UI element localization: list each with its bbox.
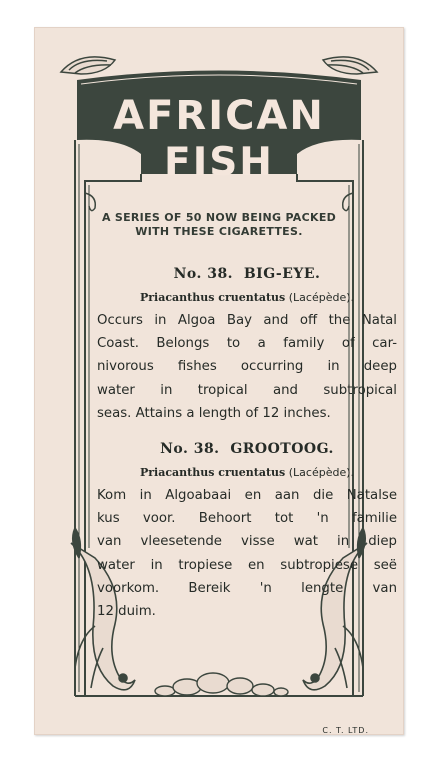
afrikaans-author: (Lacépède). [288, 466, 355, 479]
series-line-1: A SERIES OF 50 NOW BEING PACKED [101, 211, 337, 224]
afrikaans-line: Kom in Algoabaai en aan die Natalse [97, 488, 397, 503]
series-line-2: WITH THESE CIGARETTES. [135, 225, 303, 238]
english-line: Occurs in Algoa Bay and off the Natal [97, 313, 397, 328]
english-name: BIG-EYE. [243, 266, 321, 282]
english-section [97, 266, 397, 425]
afrikaans-line: van vleesetende visse wat in diep [97, 534, 397, 550]
right-shell-icon [323, 57, 377, 74]
english-line: Coast. Belongs to a family of car- [97, 336, 397, 352]
afrikaans-name: GROOTOOG. [230, 441, 334, 457]
english-line: nivorous fishes occurring in deep [97, 359, 397, 375]
left-shell-icon [61, 57, 115, 74]
english-line: seas. Attains a length of 12 inches. [97, 405, 331, 421]
cigarette-card [34, 27, 404, 735]
afrikaans-line: water in tropiese en subtropiese seë [97, 557, 397, 573]
english-heading [97, 266, 397, 282]
english-number: No. 38. [173, 266, 234, 282]
afrikaans-number: No. 38. [160, 441, 220, 457]
afrikaans-species: Priacanthus cruentatus [139, 466, 286, 479]
english-scientific-name [97, 291, 397, 305]
afrikaans-line: kus voor. Behoort tot 'n familie [97, 511, 397, 527]
english-species: Priacanthus cruentatus [139, 291, 286, 304]
afrikaans-section [97, 441, 397, 623]
printer-mark: C. T. LTD. [322, 726, 369, 735]
afrikaans-heading [97, 441, 397, 457]
afrikaans-description [97, 484, 397, 623]
afrikaans-line: 12 duim. [97, 604, 156, 620]
english-author: (Lacépède). [288, 291, 355, 304]
series-text [35, 211, 403, 239]
english-line: water in tropical and subtropical [97, 382, 397, 398]
pebbles-ornament [155, 673, 288, 696]
english-description [97, 309, 397, 425]
title-line-2: FISH [164, 140, 274, 185]
title-line-1: AFRICAN [113, 93, 325, 139]
afrikaans-scientific-name [97, 466, 397, 480]
afrikaans-line: voorkom. Bereik 'n lengte van [97, 580, 397, 596]
